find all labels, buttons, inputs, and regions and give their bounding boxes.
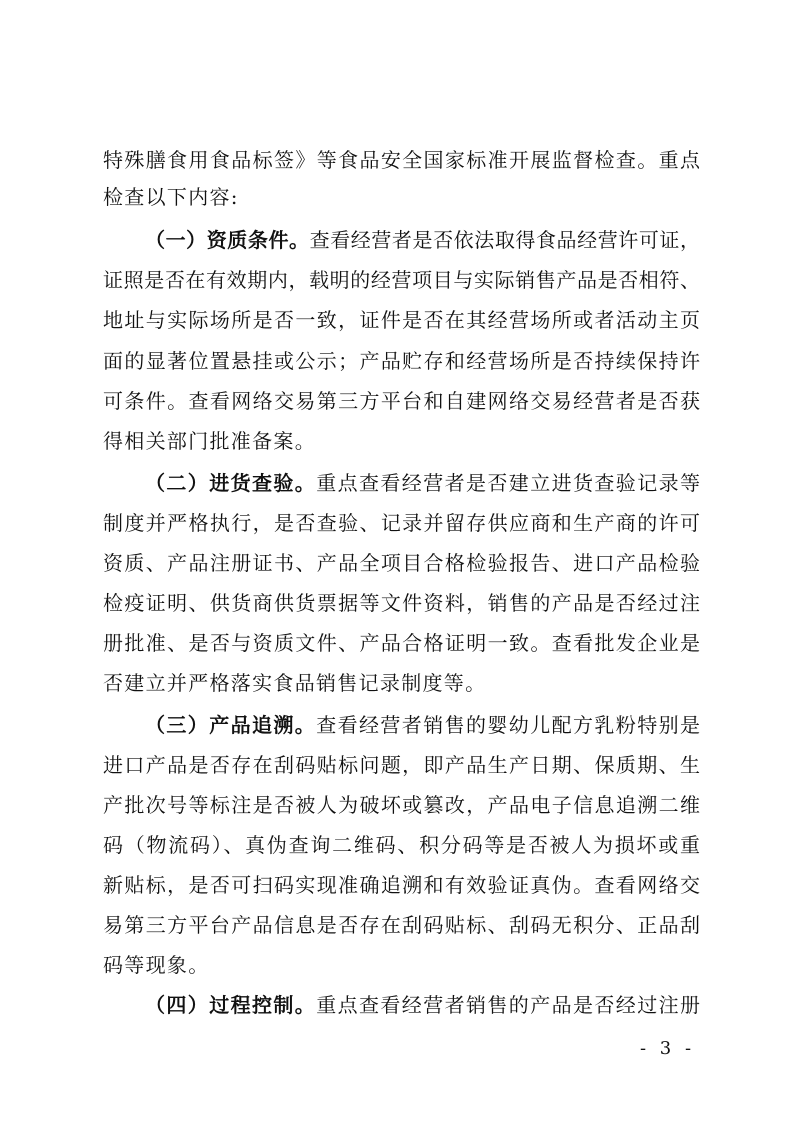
body-text: 查看经营者是否依法取得食品经营许可证， bbox=[309, 228, 701, 252]
body-line: 制度并严格执行，是否查验、记录并留存供应商和生产商的许可 bbox=[103, 511, 700, 535]
body-line: 地址与实际场所是否一致，证件是否在其经营场所或者活动主页 bbox=[103, 308, 700, 332]
body-line: 得相关部门批准备案。 bbox=[103, 429, 316, 453]
body-line: 资质、产品注册证书、产品全项目合格检验报告、进口产品检验 bbox=[103, 551, 700, 575]
body-line: 进口产品是否存在刮码贴标问题，即产品生产日期、保质期、生 bbox=[103, 753, 700, 777]
section-heading: （三）产品追溯。 bbox=[145, 713, 317, 737]
section-heading-line bbox=[145, 712, 700, 738]
section-heading: （二）进货查验。 bbox=[145, 471, 317, 495]
body-line: 产批次号等标注是否被人为破坏或篡改，产品电子信息追溯二维 bbox=[103, 793, 700, 817]
page-number: - 3 - bbox=[640, 1038, 696, 1059]
body-text: 重点查看经营者是否建立进货查验记录等 bbox=[316, 471, 701, 495]
body-line: 证照是否在有效期内，载明的经营项目与实际销售产品是否相符、 bbox=[103, 268, 700, 292]
body-line: 特殊膳食用食品标签》等食品安全国家标准开展监督检查。重点 bbox=[103, 148, 700, 172]
body-line: 否建立并严格落实食品销售记录制度等。 bbox=[103, 671, 487, 695]
body-line: 可条件。查看网络交易第三方平台和自建网络交易经营者是否获 bbox=[103, 389, 700, 413]
body-line: 码等现象。 bbox=[103, 953, 210, 977]
section-heading-line bbox=[145, 992, 700, 1018]
body-line: 检疫证明、供货商供货票据等文件资料，销售的产品是否经过注 bbox=[103, 591, 700, 615]
section-heading: （四）过程控制。 bbox=[145, 993, 317, 1017]
body-text: 重点查看经营者销售的产品是否经过注册 bbox=[316, 993, 701, 1017]
body-line: 面的显著位置悬挂或公示；产品贮存和经营场所是否持续保持许 bbox=[103, 349, 700, 373]
body-line: 检查以下内容: bbox=[103, 185, 239, 209]
body-line: 码（物流码）、真伪查询二维码、积分码等是否被人为损坏或重 bbox=[103, 833, 700, 857]
section-heading: （一）资质条件。 bbox=[145, 228, 310, 252]
section-heading-line bbox=[145, 470, 700, 496]
body-line: 新贴标，是否可扫码实现准确追溯和有效验证真伪。查看网络交 bbox=[103, 873, 700, 897]
body-line: 易第三方平台产品信息是否存在刮码贴标、刮码无积分、正品刮 bbox=[103, 913, 700, 937]
body-line: 册批准、是否与资质文件、产品合格证明一致。查看批发企业是 bbox=[103, 631, 700, 655]
section-heading-line bbox=[145, 227, 700, 253]
body-text: 查看经营者销售的婴幼儿配方乳粉特别是 bbox=[316, 713, 701, 737]
